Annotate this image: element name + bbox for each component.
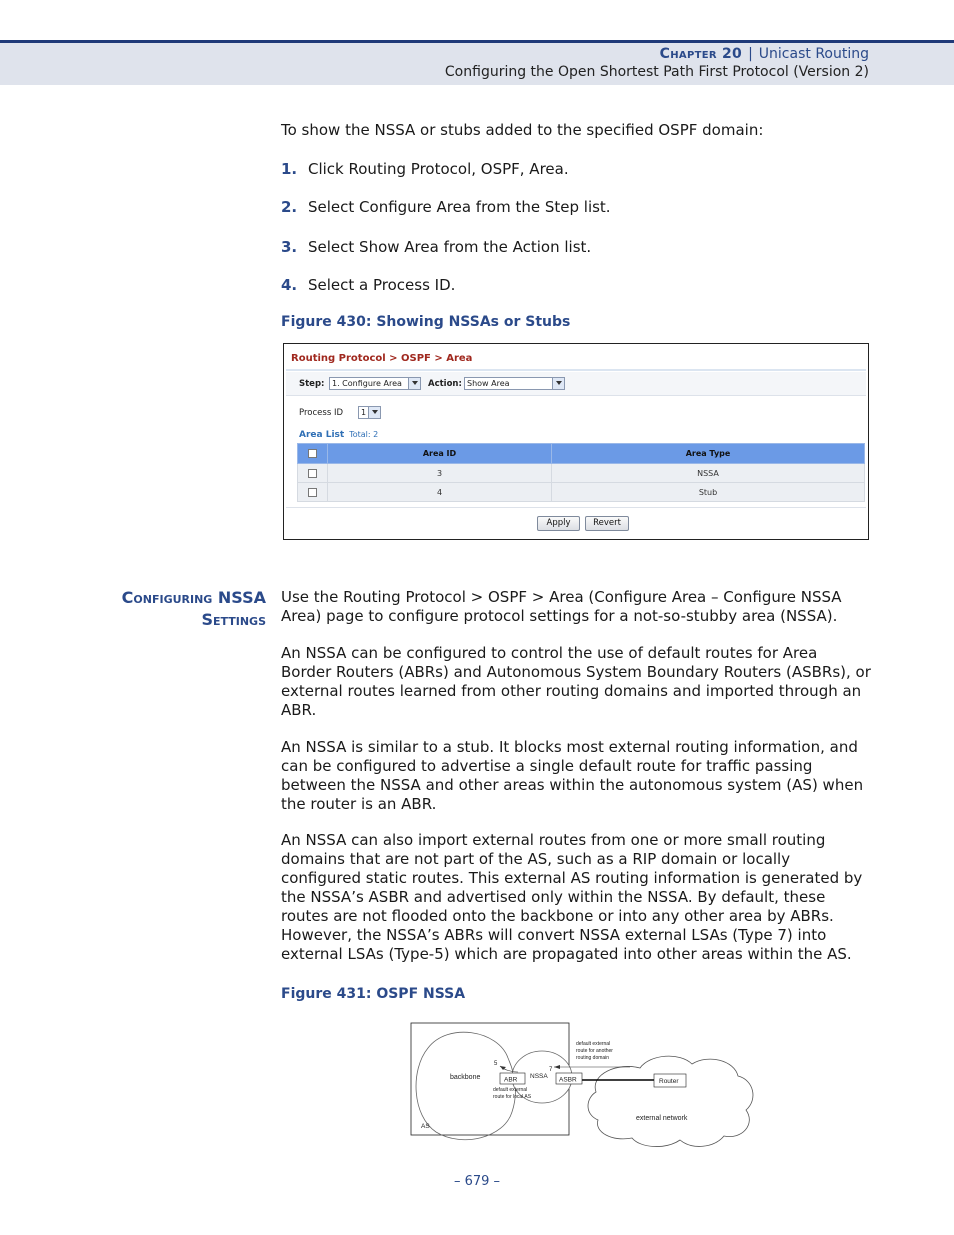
table-header-row [298, 444, 865, 464]
table-row [298, 464, 865, 483]
chapter-title: Unicast Routing [758, 46, 869, 62]
action-label: Action: [428, 379, 462, 389]
step-item [281, 276, 871, 295]
step-number: 4. [281, 276, 298, 294]
step-toolbar [286, 372, 866, 396]
action-select[interactable] [464, 377, 565, 390]
title-divider [286, 369, 866, 371]
label-type-7: 7 [549, 1067, 553, 1073]
step-select[interactable] [329, 377, 421, 390]
paragraph: An NSSA can be configured to control the use of default routes for Area Border Routers (ABRs) and Autonomous System Boundary Routers (ASBRs), or external routes learned from other routing domains and imported through an ABR. [281, 644, 871, 719]
area-list-label: Area List [299, 430, 345, 440]
label-router: Router [659, 1078, 679, 1085]
label-other-route-1: default external [576, 1041, 611, 1047]
label-other-route-3: routing domain [576, 1055, 610, 1061]
step-item [281, 160, 871, 179]
intro-paragraph: To show the NSSA or stubs added to the specified OSPF domain: [281, 121, 764, 139]
area-type-cell: Stub [552, 483, 865, 502]
label-nssa: NSSA [530, 1073, 548, 1080]
paragraph: Use the Routing Protocol > OSPF > Area (Configure Area – Configure NSSA Area) page to configure protocol settings for a not-so-stubby area (NSSA). [281, 588, 842, 625]
step-number: 1. [281, 160, 298, 178]
step-item [281, 238, 871, 257]
step-number: 3. [281, 238, 298, 256]
header-separator: | [748, 46, 753, 62]
section-title: Configuring the Open Shortest Path First Protocol (Version 2) [444, 64, 869, 80]
paragraph: An NSSA is similar to a stub. It blocks most external routing information, and can be configured to advertise a single default route for traffic passing between the NSSA and other areas within the autonomous system (AS) when the router is an ABR. [281, 738, 864, 813]
step-text: Select Show Area from the Action list. [308, 238, 592, 256]
backbone-area [416, 1032, 515, 1140]
button-divider [286, 507, 866, 508]
step-select-value: 1. Configure Area [332, 379, 402, 388]
label-asbr: ASBR [559, 1076, 577, 1084]
chapter-number: Chapter 20 [659, 46, 743, 62]
step-text: Select Configure Area from the Step list. [308, 198, 611, 216]
chevron-down-icon [408, 378, 420, 389]
page-number: – 679 – [453, 1174, 501, 1189]
action-select-value: Show Area [467, 379, 510, 388]
area-id-cell: 3 [328, 464, 552, 483]
row-checkbox[interactable] [308, 469, 317, 478]
select-all-checkbox[interactable] [308, 449, 317, 458]
column-header-area-type: Area Type [552, 444, 865, 464]
breadcrumb: Routing Protocol > OSPF > Area [291, 353, 473, 364]
process-id-select[interactable] [358, 406, 381, 419]
step-label: Step: [299, 379, 325, 389]
label-type-5: 5 [494, 1061, 498, 1067]
row-select-cell [298, 483, 328, 502]
label-local-route-2: route for local AS [493, 1094, 532, 1100]
step-text: Click Routing Protocol, OSPF, Area. [308, 160, 569, 178]
chevron-down-icon [368, 407, 380, 418]
row-select-cell [298, 464, 328, 483]
area-list-heading [299, 430, 378, 440]
figure-431-caption: Figure 431: OSPF NSSA [281, 986, 466, 1002]
area-type-cell: NSSA [552, 464, 865, 483]
area-id-cell: 4 [328, 483, 552, 502]
select-all-cell [298, 444, 328, 464]
label-external-network: external network [636, 1115, 688, 1122]
label-local-route-1: default external [493, 1087, 528, 1093]
label-as: AS [421, 1123, 430, 1130]
ospf-nssa-diagram [408, 1020, 758, 1150]
external-network-cloud [588, 1056, 753, 1146]
figure-430-screenshot [283, 343, 869, 540]
section-heading [122, 587, 266, 631]
area-list-total: Total: 2 [349, 430, 379, 439]
step-text: Select a Process ID. [308, 276, 456, 294]
section-heading-line2: Settings [201, 610, 266, 629]
label-other-route-2: route for another [576, 1048, 613, 1054]
paragraph: An NSSA can also import external routes from one or more small routing domains that are not part of the AS, such as a RIP domain or locally configured static routes. This external AS routing information is generated by the NSSA’s ASBR and advertised only within the NSSA. By default, these routes are not flooded onto the backbone or into any other area by ABRs. However, the NSSA’s ABRs will convert NSSA external LSAs (Type 7) into external LSAs (Type-5) which are propagated into other areas within the AS. [281, 831, 863, 963]
area-table [297, 443, 865, 502]
revert-button[interactable]: Revert [585, 516, 629, 531]
row-checkbox[interactable] [308, 488, 317, 497]
label-backbone: backbone [450, 1074, 481, 1081]
step-number: 2. [281, 198, 298, 216]
process-id-label: Process ID [299, 408, 343, 418]
label-abr: ABR [504, 1076, 518, 1084]
apply-button[interactable]: Apply [537, 516, 580, 531]
running-header-chapter [660, 46, 869, 62]
column-header-area-id: Area ID [328, 444, 552, 464]
figure-430-caption: Figure 430: Showing NSSAs or Stubs [281, 314, 571, 330]
process-id-value: 1 [361, 408, 367, 417]
section-heading-line1: Configuring NSSA [121, 588, 266, 607]
table-row [298, 483, 865, 502]
chevron-down-icon [552, 378, 564, 389]
step-item [281, 198, 871, 217]
